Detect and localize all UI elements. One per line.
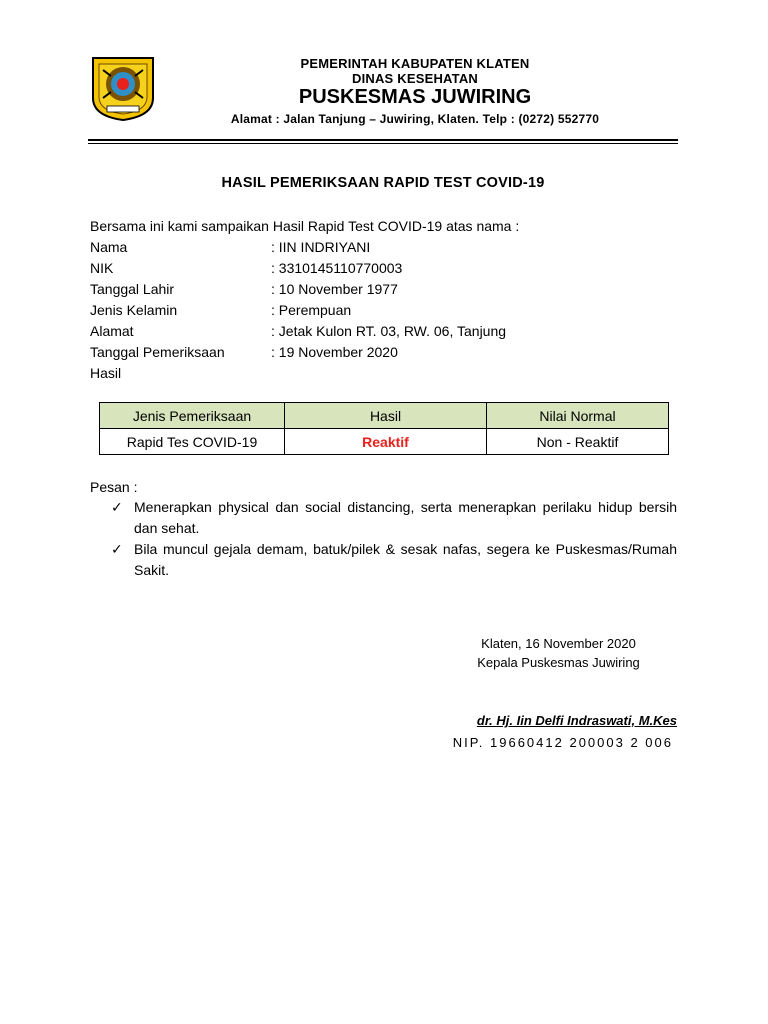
header-address: Alamat : Jalan Tanjung – Juwiring, Klaten. Telp : (0272) 552770 bbox=[230, 112, 600, 126]
message-item: Menerapkan physical dan social distancing, serta menerapkan perilaku hidup bersih dan sehat. bbox=[134, 499, 677, 536]
header-government: PEMERINTAH KABUPATEN KLATEN bbox=[300, 56, 530, 71]
document-title: HASIL PEMERIKSAAN RAPID TEST COVID-19 bbox=[221, 175, 545, 191]
table-header-cell: Nilai Normal bbox=[487, 403, 669, 429]
table-cell-normal-value: Non - Reaktif bbox=[487, 429, 669, 455]
header-department: DINAS KESEHATAN bbox=[351, 71, 479, 86]
pesan-label: Pesan : bbox=[90, 479, 138, 495]
intro-text: Bersama ini kami sampaikan Hasil Rapid Test COVID-19 atas nama : bbox=[90, 218, 520, 234]
field-value-nik: : 3310145110770003 bbox=[271, 260, 403, 276]
signature-position: Kepala Puskesmas Juwiring bbox=[477, 655, 640, 670]
field-label-address: Alamat bbox=[90, 323, 134, 339]
field-label-exam-date: Tanggal Pemeriksaan bbox=[90, 344, 225, 360]
table-row bbox=[100, 429, 669, 455]
field-label-gender: Jenis Kelamin bbox=[90, 302, 178, 318]
header-rule-thin bbox=[88, 143, 678, 144]
klaten-regency-emblem bbox=[89, 54, 157, 122]
header-rule-thick bbox=[88, 139, 678, 141]
signature-nip: NIP. 19660412 200003 2 006 bbox=[452, 735, 673, 750]
header-institution: PUSKESMAS JUWIRING bbox=[298, 86, 532, 108]
checkmark-icon: ✓ bbox=[111, 541, 123, 557]
field-value-address: : Jetak Kulon RT. 03, RW. 06, Tanjung bbox=[271, 323, 507, 339]
field-label-birthdate: Tanggal Lahir bbox=[90, 281, 175, 297]
table-cell-test-type: Rapid Tes COVID-19 bbox=[100, 429, 285, 455]
table-header-cell: Jenis Pemeriksaan bbox=[100, 403, 285, 429]
signature-name: dr. Hj. Iin Delfi Indraswati, M.Kes bbox=[476, 713, 677, 728]
field-value-birthdate: : 10 November 1977 bbox=[271, 281, 398, 297]
checkmark-icon: ✓ bbox=[111, 499, 123, 515]
message-item: Bila muncul gejala demam, batuk/pilek & sesak nafas, segera ke Puskesmas/Rumah Sakit. bbox=[134, 541, 677, 578]
field-value-exam-date: : 19 November 2020 bbox=[271, 344, 398, 360]
table-header-row bbox=[100, 403, 669, 429]
result-table bbox=[99, 402, 669, 455]
field-value-gender: : Perempuan bbox=[271, 302, 352, 318]
field-label-nama: Nama bbox=[90, 239, 128, 255]
field-label-nik: NIK bbox=[90, 260, 114, 276]
table-cell-result: Reaktif bbox=[285, 429, 487, 455]
signature-place-date: Klaten, 16 November 2020 bbox=[481, 636, 636, 651]
hasil-label: Hasil bbox=[90, 365, 122, 381]
field-value-nama: : IIN INDRIYANI bbox=[271, 239, 371, 255]
table-header-cell: Hasil bbox=[285, 403, 487, 429]
